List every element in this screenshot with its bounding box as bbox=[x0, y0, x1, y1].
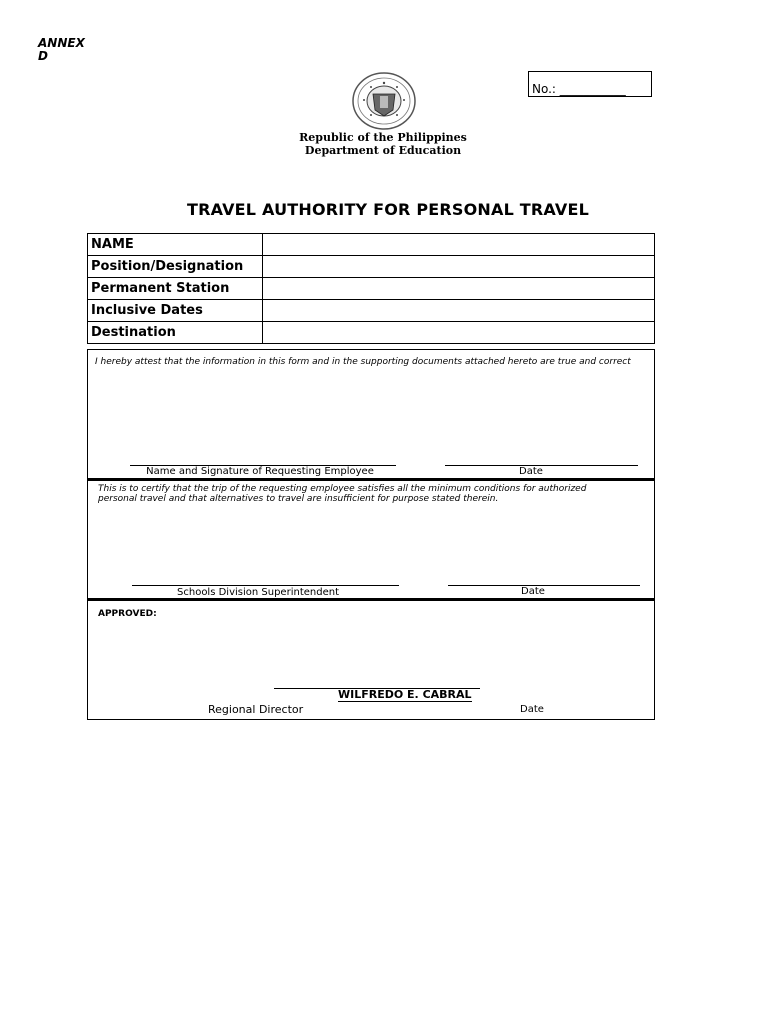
field-label: NAME bbox=[88, 234, 263, 256]
field-label: Destination bbox=[88, 322, 263, 344]
approved-label: APPROVED: bbox=[98, 609, 157, 619]
destination-input[interactable] bbox=[263, 322, 655, 344]
attestation-section bbox=[87, 349, 655, 479]
table-row bbox=[88, 234, 655, 256]
header-department: Department of Education bbox=[304, 144, 462, 157]
field-label: Permanent Station bbox=[88, 278, 263, 300]
table-row bbox=[88, 300, 655, 322]
header-republic: Republic of the Philippines bbox=[299, 131, 467, 144]
annex-label bbox=[38, 37, 98, 63]
info-table bbox=[87, 233, 655, 344]
director-name: WILFREDO E. CABRAL bbox=[338, 688, 472, 701]
superintendent-date-label: Date bbox=[521, 586, 545, 597]
dates-input[interactable] bbox=[263, 300, 655, 322]
number-field[interactable] bbox=[528, 71, 652, 97]
field-label: Position/Designation bbox=[88, 256, 263, 278]
annex-line1: ANNEX bbox=[38, 36, 85, 50]
page-title: TRAVEL AUTHORITY FOR PERSONAL TRAVEL bbox=[186, 200, 590, 219]
number-field-label: No.: ___________ bbox=[532, 82, 626, 96]
certification-section bbox=[87, 479, 655, 599]
field-label: Inclusive Dates bbox=[88, 300, 263, 322]
station-input[interactable] bbox=[263, 278, 655, 300]
certification-text: This is to certify that the trip of the requesting employee satisfies all the minimum conditions for authorized personal travel and that alternatives to travel are insufficient for purpose stated therein. bbox=[98, 484, 587, 504]
employee-signature-label: Name and Signature of Requesting Employee bbox=[146, 466, 374, 477]
superintendent-signature-line[interactable] bbox=[132, 585, 399, 586]
employee-date-label: Date bbox=[519, 466, 543, 477]
superintendent-signature-label: Schools Division Superintendent bbox=[177, 587, 339, 598]
director-title: Regional Director bbox=[208, 703, 304, 716]
table-row bbox=[88, 322, 655, 344]
name-input[interactable] bbox=[263, 234, 655, 256]
deped-seal-icon bbox=[351, 72, 417, 130]
annex-line2: D bbox=[38, 49, 48, 63]
approval-date-label: Date bbox=[520, 704, 544, 715]
table-row bbox=[88, 278, 655, 300]
attestation-text: I hereby attest that the information in this form and in the supporting documents attached hereto are true and correct bbox=[95, 357, 631, 367]
table-row bbox=[88, 256, 655, 278]
position-input[interactable] bbox=[263, 256, 655, 278]
approval-section bbox=[87, 599, 655, 720]
